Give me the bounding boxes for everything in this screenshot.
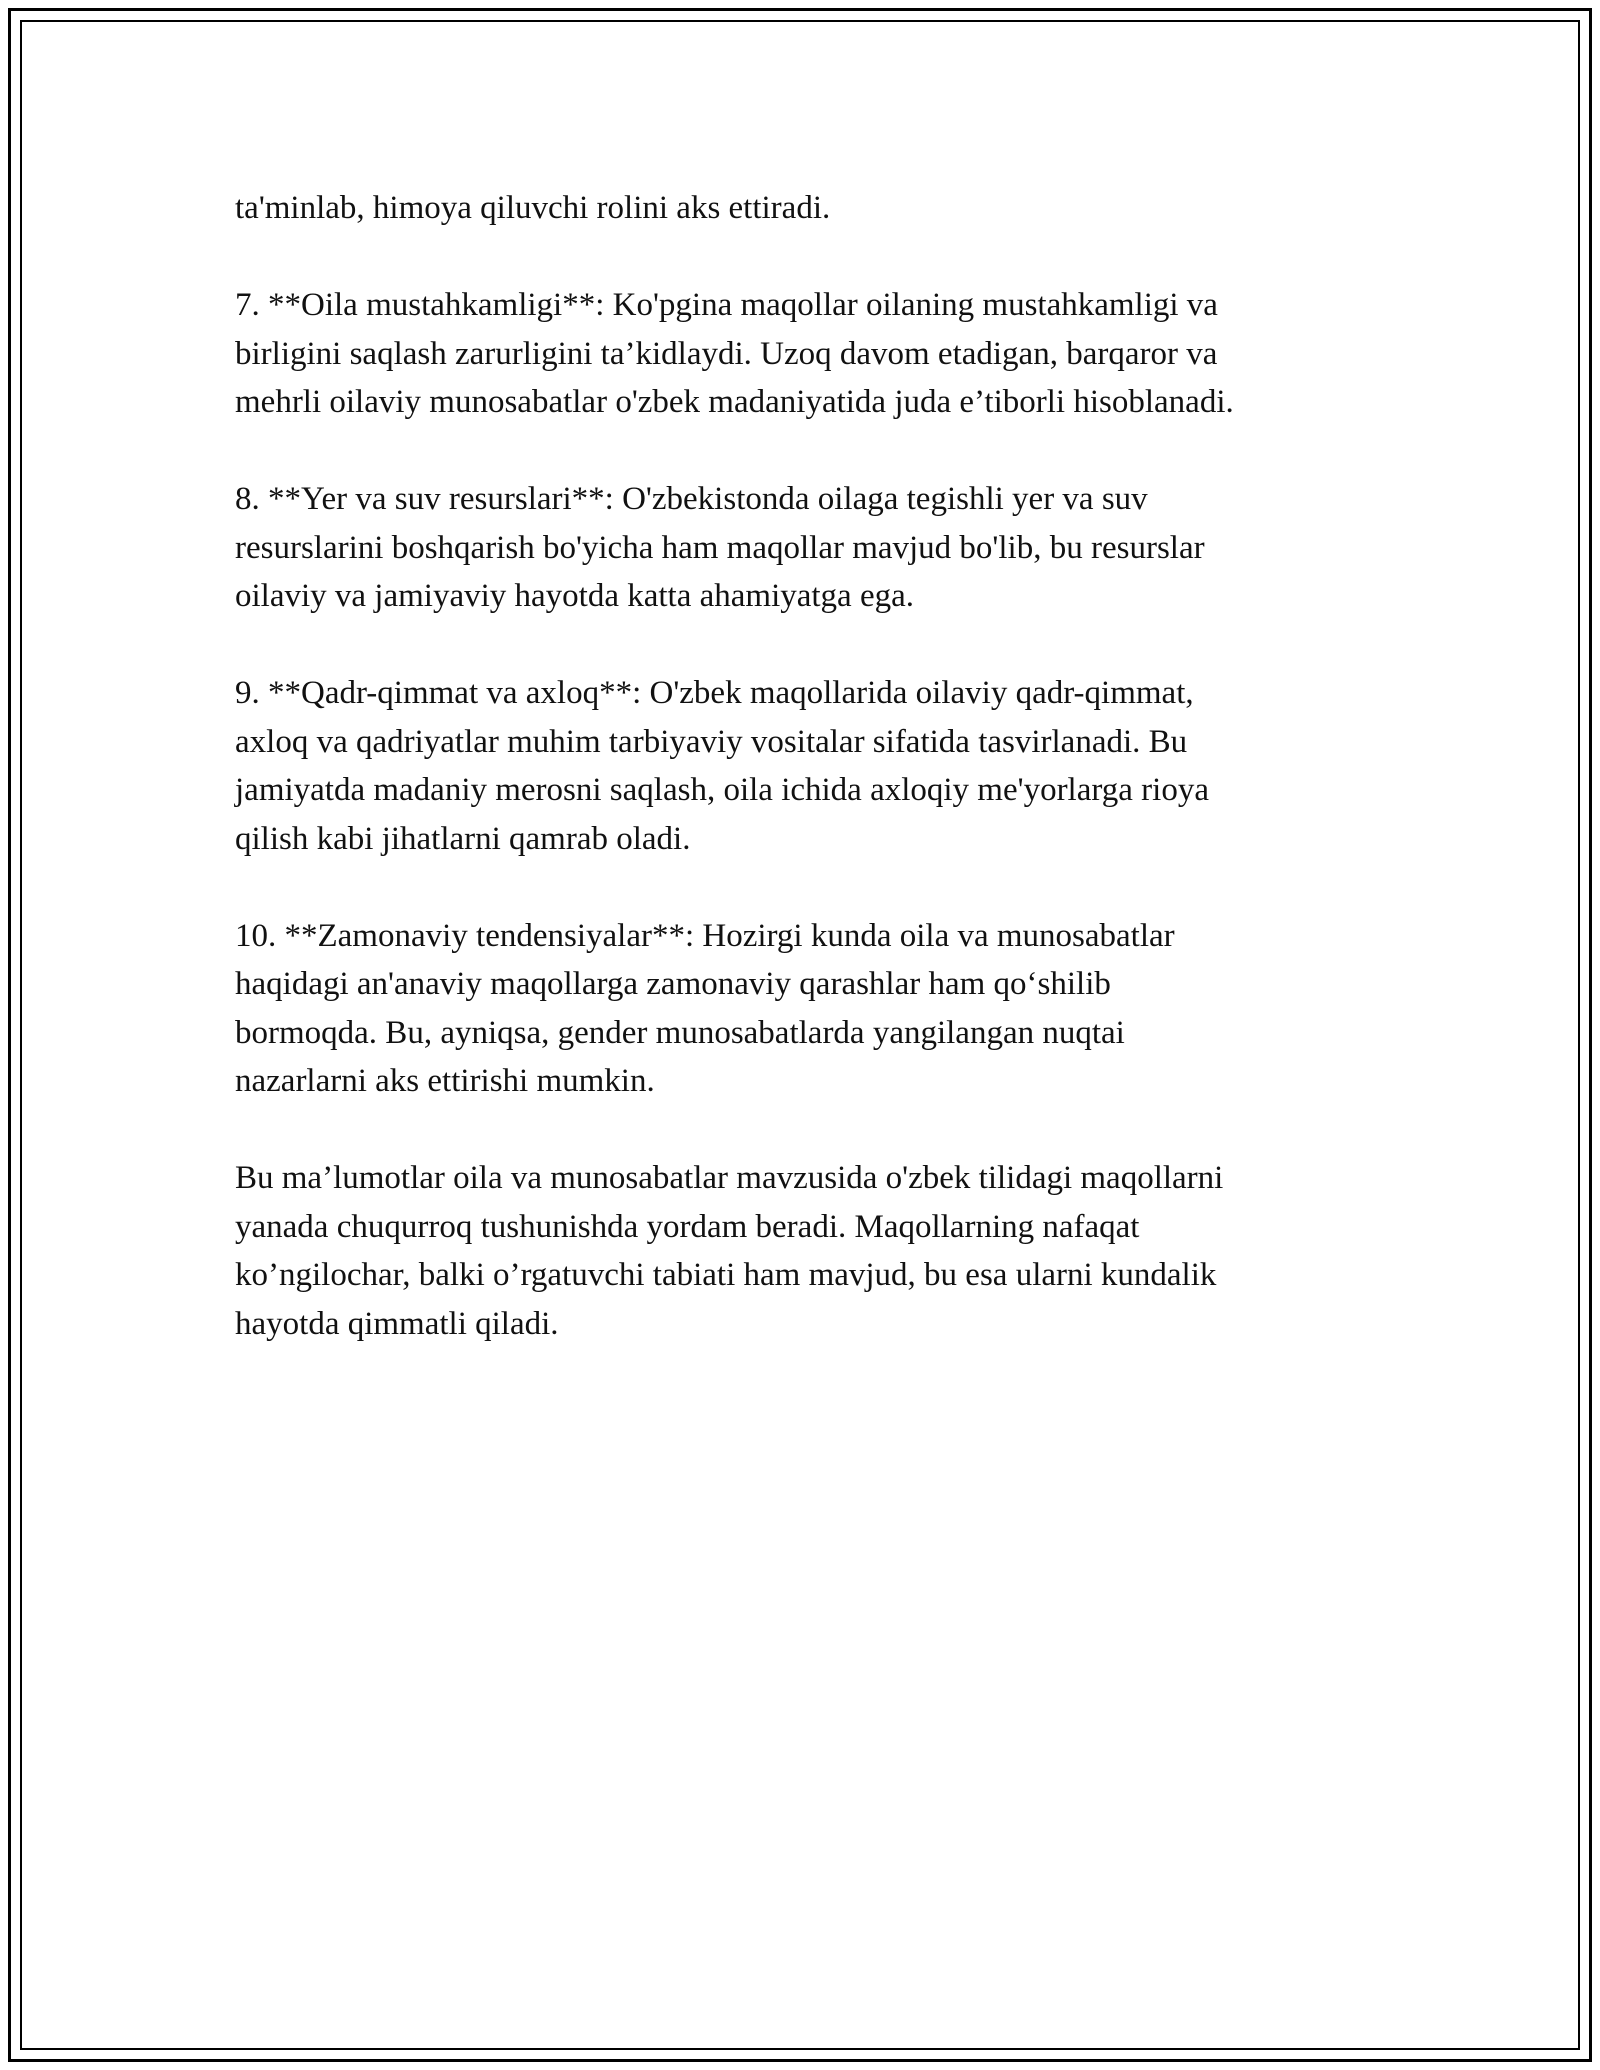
paragraph-item-7: 7. **Oila mustahkamligi**: Ko'pgina maqollar oilaning mustahkamligi va birligini saqlash zarurligini ta’kidlaydi. Uzoq davom etadigan, barqaror va mehrli oilaviy munosabatlar o'zbek madaniyatida juda e’tiborli hisoblanadi.	[235, 287, 1234, 420]
paragraph-item-9: 9. **Qadr-qimmat va axloq**: O'zbek maqollarida oilaviy qadr-qimmat, axloq va qadriyatlar muhim tarbiyaviy vositalar sifatida tasvirlanadi. Bu jamiyatda madaniy merosni saqlash, oila ichida axloqiy me'yorlarga rioya qilish kabi jihatlarni qamrab oladi.	[235, 675, 1209, 857]
paragraph-item-10: 10. **Zamonaviy tendensiyalar**: Hozirgi kunda oila va munosabatlar haqidagi an'anaviy maqollarga zamonaviy qarashlar ham qo‘shilib bormoqda. Bu, ayniqsa, gender munosabatlarda yangilangan nuqtai nazarlarni aks ettirishi mumkin.	[235, 917, 1175, 1099]
paragraph-item-8: 8. **Yer va suv resurslari**: O'zbekistonda oilaga tegishli yer va suv resurslarini boshqarish bo'yicha ham maqollar mavjud bo'lib, bu resurslar oilaviy va jamiyaviy hayotda katta ahamiyatga ega.	[235, 481, 1205, 614]
paragraph-conclusion: Bu ma’lumotlar oila va munosabatlar mavzusida o'zbek tilidagi maqollarni yanada chuqurroq tushunishda yordam beradi. Maqollarning nafaqat ko’ngilochar, balki o’rgatuvchi tabiati ham mavjud, bu esa ularni kundalik hayotda qimmatli qiladi.	[235, 1160, 1224, 1342]
paragraph-continuation: ta'minlab, himoya qiluvchi rolini aks ettiradi.	[235, 190, 831, 226]
document-body	[235, 184, 1365, 1397]
